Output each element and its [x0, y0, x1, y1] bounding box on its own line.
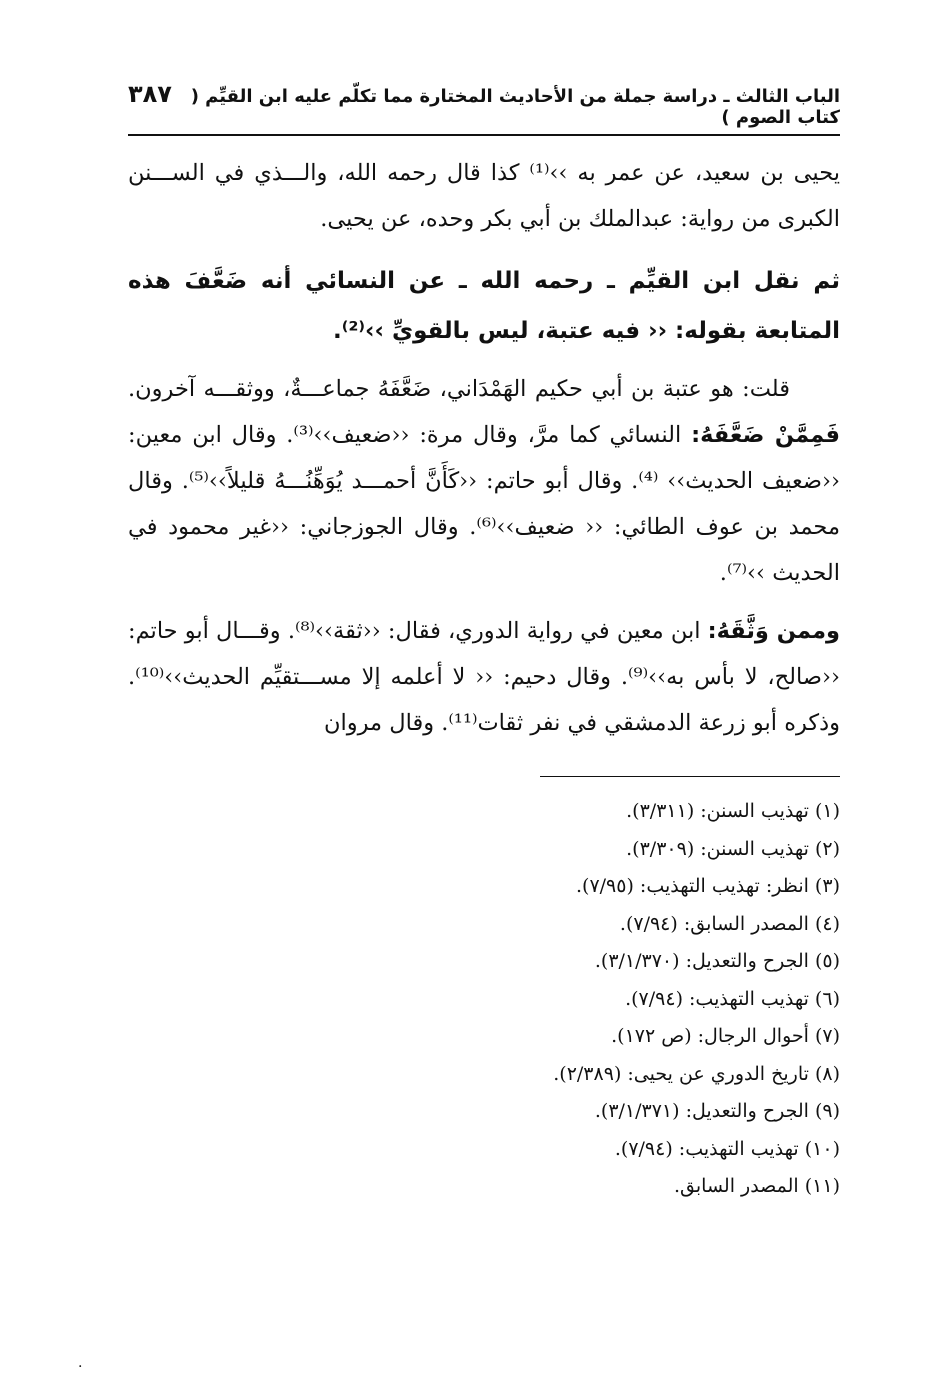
footnote: (٥) الجرح والتعديل: (٣/١/٣٧٠).: [594, 950, 840, 972]
stray-mark: .: [78, 1355, 83, 1371]
footnote: (٩) الجرح والتعديل: (٣/١/٣٧١).: [594, 1100, 840, 1122]
paragraph-3: [128, 366, 840, 596]
paragraph-1: يحيى بن سعيد، عن عمر به ››⁽¹⁾ كذا قال رحمه الله، والـــذي في الســـنن الكبرى من رواية: عبدالملك بن أبي بكر وحده، عن يحيى.: [128, 160, 840, 232]
paragraph-4-text: ابن معين في رواية الدوري، فقال: ‹‹ثقة››⁽⁸⁾. وقـــال أبو حاتم: ‹‹صالح، لا بأس به››⁽⁹⁾. وقال دحيم: ‹‹ لا أعلمه إلا مســـتقيِّم الحديث››⁽¹⁰⁾. وذكره أبو زرعة الدمشقي في نفر ثقات⁽¹¹⁾. وقال مروان: [128, 618, 840, 736]
footnote: (٣) انظر: تهذيب التهذيب: (٧/٩٥).: [576, 875, 840, 897]
footnote-divider: [540, 776, 840, 777]
footnote: (١٠) تهذيب التهذيب: (٧/٩٤).: [614, 1137, 840, 1160]
book-page: [128, 80, 840, 1206]
footnotes-list: [128, 793, 840, 1206]
footnote: (٢) تهذيب السنن: (٣/٣٠٩).: [626, 837, 840, 860]
footnote: (٨) تاريخ الدوري عن يحيى: (٢/٣٨٩).: [553, 1062, 840, 1085]
footnote: (٤) المصدر السابق: (٧/٩٤).: [619, 912, 840, 935]
running-header: [128, 80, 840, 136]
footnote: (٧) أحوال الرجال: (ص ١٧٢).: [611, 1025, 840, 1047]
page-number: ٣٨٧: [128, 80, 172, 108]
weakened-by-heading: فَمِمَّنْ ضَعَّفَهُ:: [691, 422, 840, 448]
footnote: (١) تهذيب السنن: (٣/٣١١).: [626, 800, 840, 822]
footnote: (٦) تهذيب التهذيب: (٧/٩٤).: [625, 987, 840, 1010]
chapter-title: الباب الثالث ـ دراسة جملة من الأحاديث المختارة مما تكلّم عليه ابن القيِّم ( كتاب الصوم ): [190, 86, 840, 128]
footnote: (١١) المصدر السابق.: [674, 1175, 840, 1197]
paragraph-4: [128, 608, 840, 746]
bold-paragraph: ثم نقل ابن القيِّم ـ رحمه الله ـ عن النسائي أنه ضَعَّفَ هذه المتابعة بقوله: ‹‹ فيه عتبة، ليس بالقويِّ ››⁽²⁾.: [128, 268, 840, 344]
authenticated-by-heading: وممن وَثَّقَهُ:: [707, 618, 841, 644]
paragraph-3-text-a: قلت: هو عتبة بن أبي حكيم الهَمْدَاني، ضَعَّفَهُ جماعـــةٌ، ووثقـــه آخرون.: [128, 376, 790, 402]
paragraph-3-text-b: النسائي كما مرَّ، وقال مرة: ‹‹ضعيف››⁽³⁾. وقال ابن معين: ‹‹ضعيف الحديث›› ⁽⁴⁾. وقال أبو حاتم: ‹‹كَأَنَّ أحمـــد يُوَهِّنُـــهُ قليلاً››⁽⁵⁾. وقال محمد بن عوف الطائي: ‹‹ ضعيف››⁽⁶⁾. وقال الجوزجاني: ‹‹غير محمود في الحديث ››⁽⁷⁾.: [128, 422, 840, 586]
